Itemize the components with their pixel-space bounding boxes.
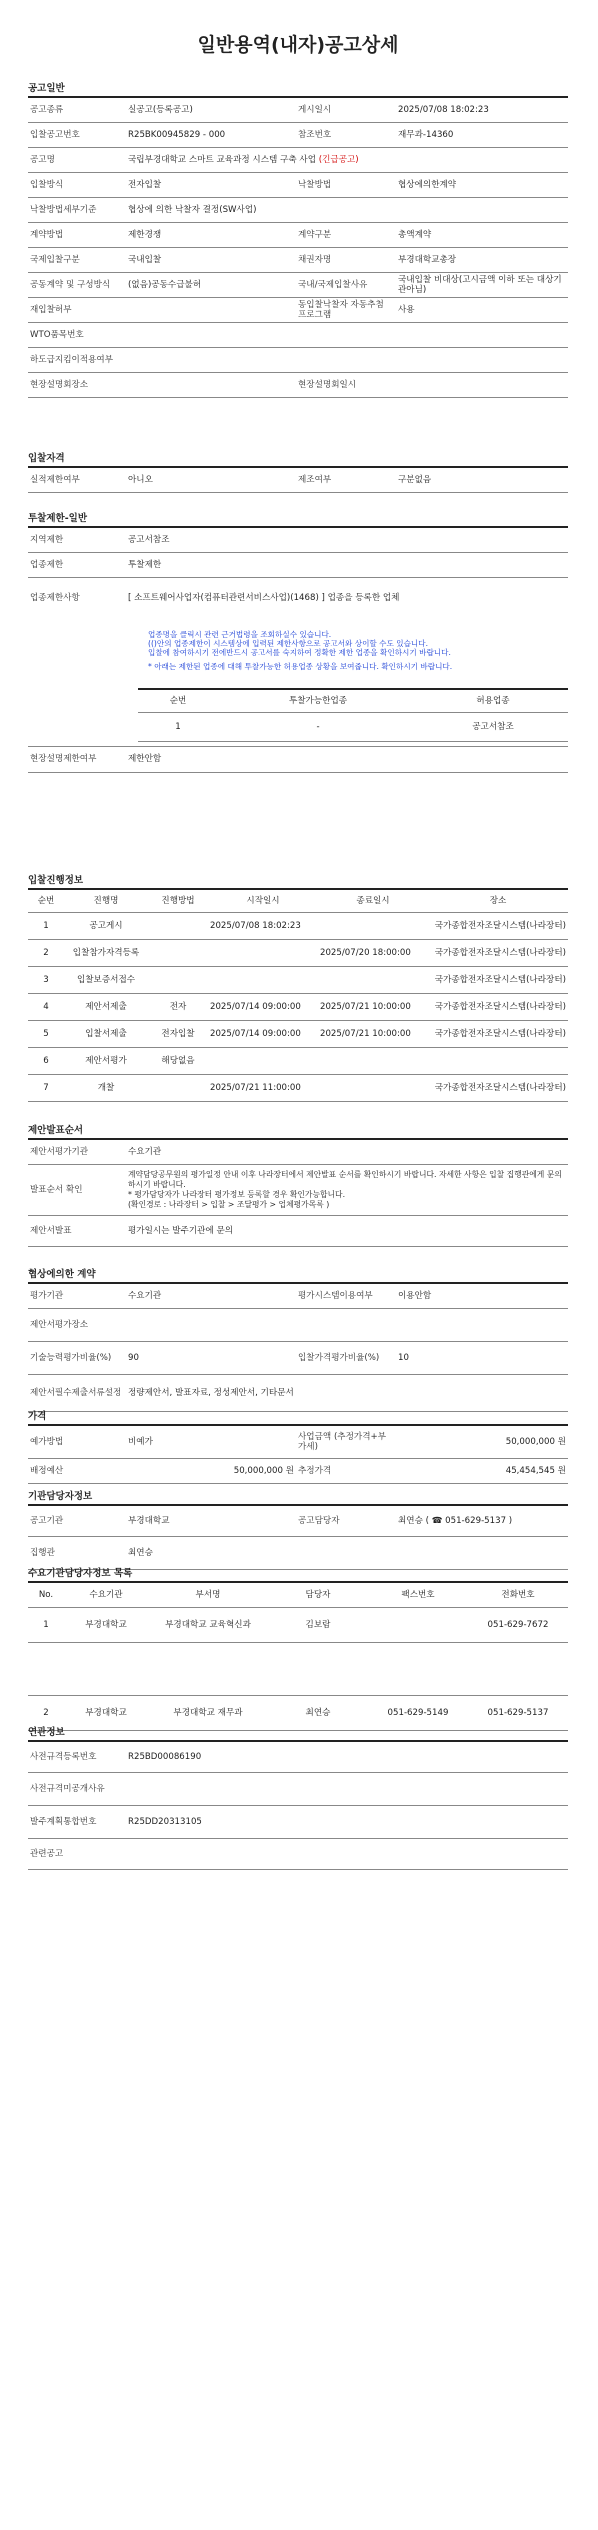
table-header-row: 순번 투찰가능한업종 허용업종 bbox=[138, 689, 568, 713]
section-title: 공고일반 bbox=[28, 82, 568, 98]
table-row: 낙찰방법세부기준 협상에 의한 낙찰자 결정(SW사업) bbox=[28, 198, 568, 223]
restriction-table bbox=[28, 528, 568, 618]
page bbox=[28, 0, 568, 1859]
section-qualification bbox=[28, 452, 568, 493]
table-row: 7 개찰 2025/07/21 11:00:00 국가종합전자조달시스템(나라장터) bbox=[28, 1075, 568, 1102]
section-general bbox=[28, 82, 568, 398]
table-row: 공고명 국립부경대학교 스마트 교육과정 시스템 구축 사업 (긴급공고) bbox=[28, 148, 568, 173]
table-row: 현장설명회장소 현장설명회일시 bbox=[28, 373, 568, 398]
table-row: 입찰방식 전자입찰 낙찰방법 협상에의한계약 bbox=[28, 173, 568, 198]
section-title: 투찰제한-일반 bbox=[28, 512, 568, 528]
section-demand-agency-contacts bbox=[28, 1567, 568, 1731]
table-row: 배정예산 50,000,000 원 추정가격 45,454,545 원 bbox=[28, 1459, 568, 1484]
demand-contacts-table bbox=[28, 1583, 568, 1731]
section-presentation-order bbox=[28, 1124, 568, 1247]
table-row: WTO품목번호 bbox=[28, 323, 568, 348]
section-title: 연관정보 bbox=[28, 1726, 568, 1742]
table-row: 공동계약 및 구성방식 (없음)공동수급불허 국내/국제입찰사유 국내입찰 비대상(고시금액 이하 또는 대상기관아님) bbox=[28, 273, 568, 298]
table-row: 1 부경대학교 부경대학교 교육혁신과 김보람 051-629-7672 bbox=[28, 1608, 568, 1643]
table-row: 공고기관 부경대학교 공고담당자 최연승 ( ☎ 051-629-5137 ) bbox=[28, 1506, 568, 1537]
section-title: 수요기관담당자정보 목록 bbox=[28, 1567, 568, 1583]
table-row: 3 입찰보증서접수 국가종합전자조달시스템(나라장터) bbox=[28, 967, 568, 994]
table-row: 발표순서 확인 계약담당공무원의 평가일정 안내 이후 나라장터에서 제안발표 순서를 확인하시기 바랍니다. 자세한 사항은 입찰 집행관에게 문의하시기 바랍니다. * 평가담당자가 나라장터 평가정보 등록할 경우 확인가능합니다. (확인경로 : 나라장터 > 입찰 > 조달평가 > 업체평가목록 ) bbox=[28, 1165, 568, 1216]
table-row: 2 입찰참가자격등록 2025/07/20 18:00:00 국가종합전자조달시스템(나라장터) bbox=[28, 940, 568, 967]
table-row: 재입찰허부 동입찰낙찰자 자동추첨 프로그램 사용 bbox=[28, 298, 568, 323]
table-row: 평가기관 수요기관 평가시스템이용여부 이용안함 bbox=[28, 1284, 568, 1309]
table-row: 기술능력평가비율(%) 90 입찰가격평가비율(%) 10 bbox=[28, 1342, 568, 1375]
page-title: 일반용역(내자)공고상세 bbox=[197, 34, 399, 56]
table-row: 제안서평가기관 수요기관 bbox=[28, 1140, 568, 1165]
section-price bbox=[28, 1410, 568, 1484]
urgent-badge: (긴급공고) bbox=[318, 155, 359, 165]
section-title: 제안발표순서 bbox=[28, 1124, 568, 1140]
table-header-row: No. 수요기관 부서명 담당자 팩스번호 전화번호 bbox=[28, 1583, 568, 1608]
section-title: 입찰진행정보 bbox=[28, 874, 568, 890]
section-related-info bbox=[28, 1726, 568, 1870]
restriction-info: 업종명을 클릭시 관련 근거법령을 조회하실수 있습니다. (()안의 업종제한이 시스템상에 입력된 제한사항으로 공고서와 상이할 수도 있습니다. 입찰에 참여하시기 전에반드시 공고서를 숙지하여 정확한 제한 업종을 확인하시기 바랍니다. * 아래는 제한된 업종에 대해 투찰가능한 허용업종 상황을 보여줍니다. 확인하시기 바랍니다. bbox=[148, 630, 453, 671]
table-row: 현장설명제한여부 제한안함 bbox=[28, 746, 568, 773]
negotiation-table bbox=[28, 1284, 568, 1412]
section-title: 입찰자격 bbox=[28, 452, 568, 468]
general-table bbox=[28, 98, 568, 398]
table-row: 입찰공고번호 R25BK00945829 - 000 참조번호 재무과-14360 bbox=[28, 123, 568, 148]
table-row: 예가방법 비예가 사업금액 (추정가격+부가세) 50,000,000 원 bbox=[28, 1426, 568, 1459]
section-title: 협상에의한 계약 bbox=[28, 1268, 568, 1284]
table-row: 1 공고게시 2025/07/08 18:02:23 국가종합전자조달시스템(나라장터) bbox=[28, 913, 568, 940]
table-row: 제안서평가장소 bbox=[28, 1309, 568, 1342]
table-row: 2 부경대학교 부경대학교 재무과 최연승 051-629-5149 051-629-5137 bbox=[28, 1696, 568, 1731]
table-row: 공고종류 실공고(등록공고) 게시일시 2025/07/08 18:02:23 bbox=[28, 98, 568, 123]
order-plan-link[interactable]: R25DD20313105 bbox=[128, 1817, 202, 1827]
table-row: 1 - 공고서참조 bbox=[138, 713, 568, 742]
price-table bbox=[28, 1426, 568, 1484]
section-title: 기관담당자정보 bbox=[28, 1490, 568, 1506]
section-agency-contact bbox=[28, 1490, 568, 1570]
progress-table bbox=[28, 890, 568, 1102]
section-title: 가격 bbox=[28, 1410, 568, 1426]
section-bid-restriction bbox=[28, 512, 568, 764]
table-row: 제안서필수제출서류설정 정량제안서, 발표자료, 정성제안서, 기타문서 bbox=[28, 1375, 568, 1412]
section-negotiation-contract bbox=[28, 1268, 568, 1412]
section-bid-progress bbox=[28, 874, 568, 1102]
pre-spec-link[interactable]: R25BD00086190 bbox=[128, 1752, 202, 1762]
table-row: 실적제한여부 아니오 제조여부 구분없음 bbox=[28, 468, 568, 493]
table-row: 하도급지킴이적용여부 bbox=[28, 348, 568, 373]
table-row: 제안서발표 평가일시는 발주기관에 문의 bbox=[28, 1216, 568, 1247]
qualification-table bbox=[28, 468, 568, 493]
table-header-row: 순번 진행명 진행방법 시작일시 종료일시 장소 bbox=[28, 890, 568, 913]
allowed-industry-box bbox=[138, 688, 568, 742]
table-row: 업종제한사항 [ 소프트웨어사업자(컴퓨터관련서비스사업)(1468) ] 업종을 등록한 업체 bbox=[30, 593, 400, 603]
bid-title-link[interactable]: 국립부경대학교 스마트 교육과정 시스템 구축 사업 bbox=[128, 155, 316, 165]
table-row: 5 입찰서제출 전자입찰 2025/07/14 09:00:00 2025/07/21 10:00:00 국가종합전자조달시스템(나라장터) bbox=[28, 1021, 568, 1048]
allowed-industry-table bbox=[138, 688, 568, 742]
table-row: 계약방법 제한경쟁 계약구분 총액계약 bbox=[28, 223, 568, 248]
table-row: 업종제한 투찰제한 bbox=[28, 553, 568, 578]
table-row: 집행관 최연승 bbox=[28, 1537, 568, 1570]
agency-contact-table bbox=[28, 1506, 568, 1570]
progress-body bbox=[28, 913, 568, 1102]
related-info-table bbox=[28, 1742, 568, 1870]
table-row: 지역제한 공고서참조 bbox=[28, 528, 568, 553]
table-row: 4 제안서제출 전자 2025/07/14 09:00:00 2025/07/21 10:00:00 국가종합전자조달시스템(나라장터) bbox=[28, 994, 568, 1021]
table-row: 사전규격등록번호 R25BD00086190 bbox=[28, 1742, 568, 1773]
site-restriction-table bbox=[28, 746, 568, 773]
table-row: 관련공고 bbox=[28, 1839, 568, 1870]
table-row: 사전규격미공개사유 bbox=[28, 1773, 568, 1806]
presentation-table bbox=[28, 1140, 568, 1247]
industry-link[interactable]: [ 소프트웨어사업자(컴퓨터관련서비스사업)(1468) ] 업종을 등록한 업체 bbox=[128, 593, 400, 603]
table-row: 6 제안서평가 해당없음 bbox=[28, 1048, 568, 1075]
table-row: 발주계획통합번호 R25DD20313105 bbox=[28, 1806, 568, 1839]
table-row: 국제입찰구분 국내입찰 채권자명 부경대학교총장 bbox=[28, 248, 568, 273]
